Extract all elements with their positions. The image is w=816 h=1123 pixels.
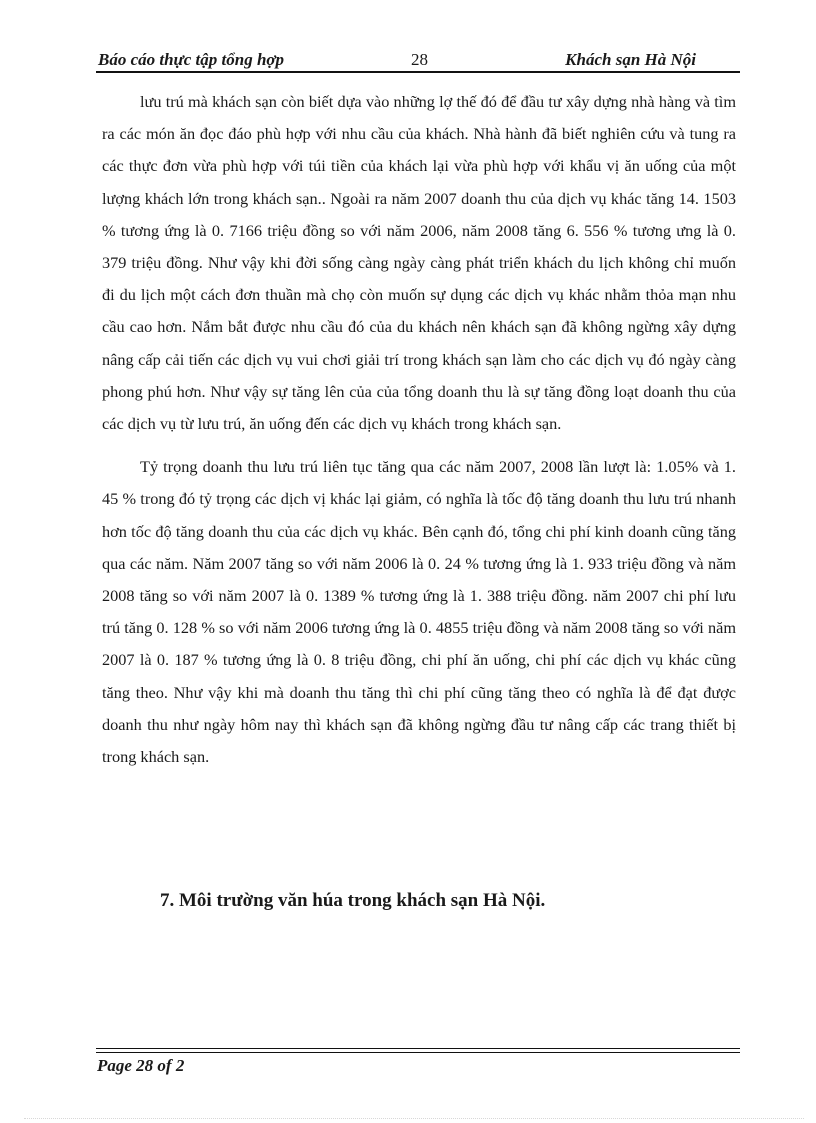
footer-divider-bottom (96, 1052, 740, 1053)
header-hotel-name: Khách sạn Hà Nội (565, 50, 696, 69)
header-divider (96, 71, 740, 73)
section-heading: 7. Môi trường văn húa trong khách sạn Hà Nội. (160, 890, 546, 911)
page-header (96, 47, 740, 71)
header-page-number: 28 (411, 50, 428, 69)
page-footer: Page 28 of 2 (97, 1056, 185, 1075)
header-report-title: Báo cáo thực tập tổng hợp (98, 50, 285, 69)
paragraph-2: Tỷ trọng doanh thu lưu trú liên tục tăng qua các năm 2007, 2008 lần lượt là: 1.05% và 1. 45 % trong đó tỷ trọng các dịch vị khác lại giảm, có nghĩa là tốc độ tăng doanh thu lưu trú nhanh hơn tốc độ tăng doanh thu của các dịch vụ khác. Bên cạnh đó, tổng chi phí kinh doanh cũng tăng qua các năm. Năm 2007 tăng so với năm 2006 là 0. 24 % tương ứng là 1. 933 triệu đồng và năm 2008 tăng so với năm 2007 là 0. 1389 % tương ứng là 1. 388 triệu đồng. năm 2007 chi phí lưu trú tăng 0. 128 % so với năm 2006 tương ứng là 0. 4855 triệu đồng và năm 2008 tăng so với năm 2007 là 0. 187 % tương ứng là 0. 8 triệu đồng, chi phí ăn uống, chi phí các dịch vụ khác cũng tăng theo. Như vậy khi mà doanh thu tăng thì chi phí cũng tăng theo có nghĩa là để đạt được doanh thu như ngày hôm nay thì khách sạn đã không ngừng đầu tư nâng cấp các trang thiết bị trong khách sạn. (102, 457, 736, 767)
footer-divider-top (96, 1048, 740, 1049)
page-bottom-edge (24, 1118, 804, 1119)
document-body (102, 86, 736, 784)
paragraph-1: lưu trú mà khách sạn còn biết dựa vào những lợ thế đó để đầu tư xây dựng nhà hàng và tìm ra các món ăn đọc đáo phù hợp với nhu cầu của khách. Nhà hành đã biết nghiên cứu và tung ra các thực đơn vừa phù hợp với túi tiền của khách lại vừa phù hợp với khẩu vị ăn uống của một lượng khách lớn trong khách sạn.. Ngoài ra năm 2007 doanh thu của dịch vụ khác tăng 14. 1503 % tương ứng là 0. 7166 triệu đồng so với năm 2006, năm 2008 tăng 6. 556 % tương ưng là 0. 379 triệu đồng. Như vậy khi đời sống càng ngày càng phát triển khách du lịch không chỉ muốn đi du lịch một cách đơn thuần mà chọ còn muốn sự dụng các dịch vụ khác nhằm thỏa mạn nhu cầu cao hơn. Nắm bắt được nhu cầu đó của du khách nên khách sạn đã không ngừng xây dựng nâng cấp cải tiến các dịch vụ vui chơi giải trí trong khách sạn làm cho các dịch vụ đó ngày càng phong phú hơn. Như vậy sự tăng lên của của tổng doanh thu là sự tăng đồng loạt doanh thu của các dịch vụ từ lưu trú, ăn uống đến các dịch vụ khách trong khách sạn. (102, 92, 736, 434)
